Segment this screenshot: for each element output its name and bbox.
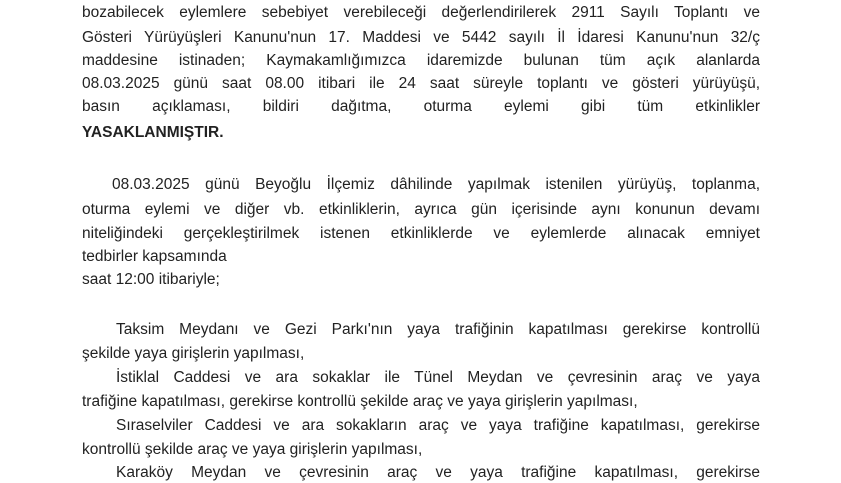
measure-line: şekilde yaya girişlerin yapılması, — [82, 345, 305, 362]
ban-statement: YASAKLANMIŞTIR. — [82, 124, 224, 141]
intro-line: bozabilecek eylemlere sebebiyet verebileceği değerlendirilerek 2911 Sayılı Toplantı ve — [82, 4, 760, 21]
intro-line: basın açıklaması, bildiri dağıtma, oturma eylemi gibi tüm etkinlikler — [82, 98, 760, 115]
measure-line: İstiklal Caddesi ve ara sokaklar ile Tünel Meydan ve çevresinin araç ve yaya — [116, 369, 760, 386]
intro-line: Gösteri Yürüyüşleri Kanunu'nun 17. Maddesi ve 5442 sayılı İl İdaresi Kanunu'nun 32/ç — [82, 29, 760, 46]
paragraph-line: tedbirler kapsamında — [82, 248, 227, 265]
measure-line: Taksim Meydanı ve Gezi Parkı'nın yaya trafiğinin kapatılması gerekirse kontrollü — [116, 321, 760, 338]
intro-line: 08.03.2025 günü saat 08.00 itibari ile 24 saat süreyle toplantı ve gösteri yürüyüşü, — [82, 75, 760, 92]
paragraph-line: oturma eylemi ve diğer vb. etkinliklerin, ayrıca gün içerisinde aynı konunun devamı — [82, 201, 760, 218]
intro-line: maddesine istinaden; Kaymakamlığımızca idaremizde bulunan tüm açık alanlarda — [82, 52, 760, 69]
measure-line: Karaköy Meydan ve çevresinin araç ve yaya trafiğine kapatılması, gerekirse — [116, 464, 760, 481]
measure-line: trafiğine kapatılması, gerekirse kontrollü şekilde araç ve yaya girişlerin yapılması, — [82, 393, 638, 410]
paragraph-line: 08.03.2025 günü Beyoğlu İlçemiz dâhilinde yapılmak istenilen yürüyüş, toplanma, — [112, 176, 760, 193]
measure-line: kontrollü şekilde araç ve yaya girişlerin yapılması, — [82, 441, 423, 458]
measure-line: Sıraselviler Caddesi ve ara sokakların araç ve yaya trafiğine kapatılması, gerekirse — [116, 417, 760, 434]
paragraph-line: saat 12:00 itibariyle; — [82, 271, 220, 288]
paragraph-line: niteliğindeki gerçekleştirilmek istenen etkinliklerde ve eylemlerde alınacak emniyet — [82, 225, 760, 242]
